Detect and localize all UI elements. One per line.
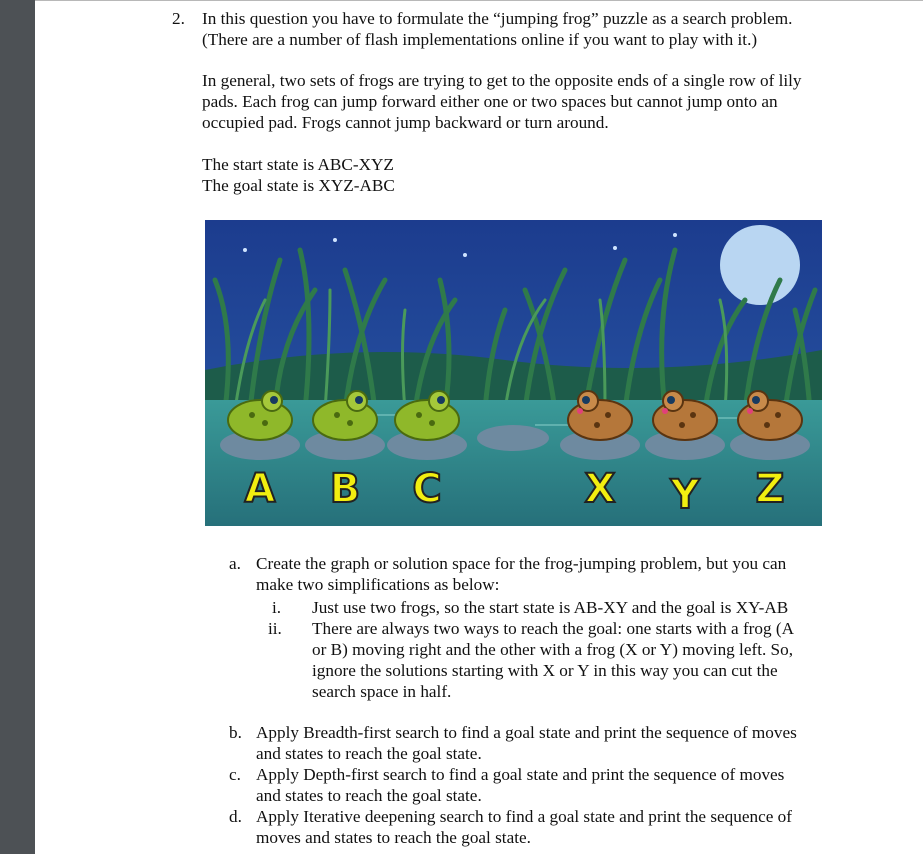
general-line-3: occupied pad. Frogs cannot jump backward or turn around. (202, 113, 609, 132)
moon (720, 225, 800, 305)
subq-a-item-ii-line-4: search space in half. (312, 682, 452, 701)
general-line-2: pads. Each frog can jump forward either one or two spaces but cannot jump onto an (202, 92, 778, 111)
subq-d-line-1: Apply Iterative deepening search to find a goal state and print the sequence of (256, 807, 792, 826)
viewer-side-panel (0, 0, 35, 854)
subq-a-item-ii-marker: ii. (268, 619, 282, 638)
subq-a-item-i-line-1: Just use two frogs, so the start state is AB-XY and the goal is XY-AB (312, 598, 789, 617)
frog-label-x: X (584, 466, 616, 512)
subq-a-item-i-marker: i. (272, 598, 282, 617)
subq-c-marker: c. (229, 765, 241, 784)
frog-label-z: Z (755, 466, 785, 512)
start-state: The start state is ABC-XYZ (202, 155, 394, 174)
subq-a-item-ii-line-2: or B) moving right and the other with a frog (X or Y) moving left. So, (312, 640, 794, 659)
question-number: 2. (172, 9, 185, 28)
subq-d-line-2: moves and states to reach the goal state. (256, 828, 531, 847)
subq-a-line-1: Create the graph or solution space for the frog-jumping problem, but you can (256, 554, 787, 573)
subq-b-line-1: Apply Breadth-first search to find a goal state and print the sequence of moves (256, 723, 797, 742)
subq-b-marker: b. (229, 723, 242, 742)
subq-a-marker: a. (229, 554, 241, 573)
subq-d-marker: d. (229, 807, 242, 826)
frog-label-b: B (329, 466, 361, 512)
subq-a-line-2: make two simplifications as below: (256, 575, 500, 594)
frog-label-c: C (412, 466, 442, 512)
subq-c-line-2: and states to reach the goal state. (256, 786, 482, 805)
question-intro-line-1: In this question you have to formulate the “jumping frog” puzzle as a search problem. (202, 9, 793, 28)
frog-label-a: A (244, 466, 276, 512)
subq-b-line-2: and states to reach the goal state. (256, 744, 482, 763)
frog-puzzle-illustration (205, 220, 822, 526)
frog-label-y: Y (670, 472, 700, 518)
goal-state: The goal state is XYZ-ABC (202, 176, 395, 195)
subq-a-item-ii-line-1: There are always two ways to reach the goal: one starts with a frog (A (312, 619, 795, 638)
subq-c-line-1: Apply Depth-first search to find a goal state and print the sequence of moves (256, 765, 785, 784)
question-intro-line-2: (There are a number of flash implementations online if you want to play with it.) (202, 30, 758, 49)
general-line-1: In general, two sets of frogs are trying to get to the opposite ends of a single row of lily (202, 71, 802, 90)
subq-a-item-ii-line-3: ignore the solutions starting with X or Y in this way you can cut the (312, 661, 778, 680)
